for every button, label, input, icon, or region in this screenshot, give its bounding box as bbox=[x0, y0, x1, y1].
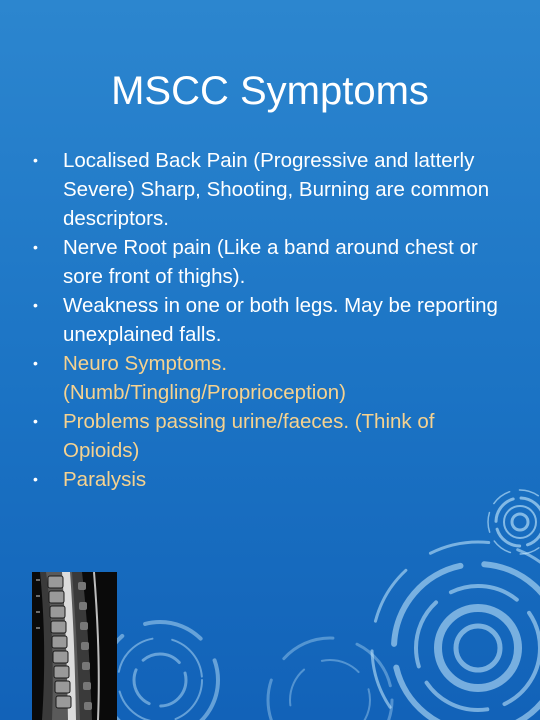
bullet-dot-icon: • bbox=[33, 471, 38, 487]
bullet-text: Problems passing urine/faeces. (Think of Opioids) bbox=[63, 410, 435, 462]
bullet-text: Nerve Root pain (Like a band around chest or sore front of thighs). bbox=[63, 236, 478, 288]
bullet-neuro-symptoms bbox=[0, 349, 540, 407]
bullet-nerve-root-pain bbox=[0, 233, 540, 291]
bullet-urine-faeces bbox=[0, 407, 540, 465]
bullet-text: Localised Back Pain (Progressive and latterly Severe) Sharp, Shooting, Burning are common descriptors. bbox=[63, 149, 490, 230]
bullet-dot-icon: • bbox=[33, 239, 38, 255]
bullet-text: Neuro Symptoms. (Numb/Tingling/Proprioception) bbox=[63, 352, 346, 404]
bullet-weakness bbox=[0, 291, 540, 349]
bullet-dot-icon: • bbox=[33, 413, 38, 429]
bullet-text: Paralysis bbox=[63, 468, 147, 491]
bullet-dot-icon: • bbox=[33, 152, 38, 168]
bullet-dot-icon: • bbox=[33, 355, 38, 371]
bullet-paralysis bbox=[0, 465, 540, 494]
bullet-dot-icon: • bbox=[33, 297, 38, 313]
bullet-text: Weakness in one or both legs. May be reporting unexplained falls. bbox=[63, 294, 498, 346]
slide-title: MSCC Symptoms bbox=[111, 69, 429, 113]
spine-mri-scan-image bbox=[32, 572, 117, 720]
bullet-back-pain bbox=[0, 146, 540, 233]
spine-scan-icon bbox=[32, 572, 117, 720]
symptom-list bbox=[0, 146, 540, 494]
